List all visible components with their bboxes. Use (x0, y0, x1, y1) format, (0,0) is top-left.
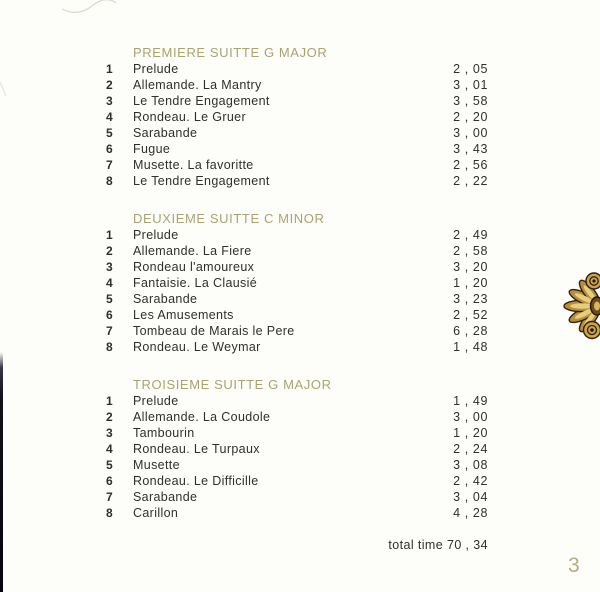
track-number: 6 (106, 308, 114, 322)
track-number: 3 (106, 426, 114, 440)
track-duration: 3 , 43 (453, 142, 488, 156)
track-title: Le Tendre Engagement (133, 174, 270, 188)
total-time-label: total time (388, 538, 444, 552)
track-title: Carillon (133, 506, 179, 520)
track-number: 8 (106, 506, 114, 520)
track-row (106, 275, 488, 291)
track-number: 2 (106, 244, 114, 258)
suite-section (106, 211, 488, 355)
track-duration: 3 , 00 (453, 410, 488, 424)
track-duration: 2 , 24 (453, 442, 488, 456)
track-title: Les Amusements (133, 308, 234, 322)
track-title: Musette. La favoritte (133, 158, 254, 172)
track-duration: 2 , 20 (453, 110, 488, 124)
track-number: 5 (106, 292, 114, 306)
track-number: 1 (106, 62, 114, 76)
track-row (106, 425, 488, 441)
track-number: 7 (106, 324, 114, 338)
track-duration: 3 , 20 (453, 260, 488, 274)
track-number: 8 (106, 340, 114, 354)
track-duration: 4 , 28 (453, 506, 488, 520)
track-row (106, 339, 488, 355)
track-row (106, 409, 488, 425)
track-row (106, 77, 488, 93)
track-number: 5 (106, 458, 114, 472)
track-number: 7 (106, 158, 114, 172)
track-duration: 3 , 04 (453, 490, 488, 504)
track-row (106, 93, 488, 109)
track-title: Allemande. La Fiere (133, 244, 252, 258)
track-duration: 2 , 42 (453, 474, 488, 488)
track-number: 4 (106, 110, 114, 124)
track-row (106, 307, 488, 323)
track-title: Fantaisie. La Clausié (133, 276, 258, 290)
track-row (106, 243, 488, 259)
track-number: 3 (106, 94, 114, 108)
track-duration: 3 , 23 (453, 292, 488, 306)
track-title: Tambourin (133, 426, 195, 440)
track-number: 6 (106, 142, 114, 156)
track-duration: 1 , 48 (453, 340, 488, 354)
total-time-value: 70 , 34 (446, 538, 488, 552)
track-title: Sarabande (133, 126, 198, 140)
track-duration: 1 , 20 (453, 426, 488, 440)
track-number: 6 (106, 474, 114, 488)
track-number: 1 (106, 394, 114, 408)
track-title: Prelude (133, 394, 179, 408)
track-title: Allemande. La Mantry (133, 78, 262, 92)
track-row (106, 227, 488, 243)
track-duration: 3 , 00 (453, 126, 488, 140)
suite-heading: TROISIEME SUITTE G MAJOR (133, 377, 332, 392)
track-number: 5 (106, 126, 114, 140)
track-row (106, 291, 488, 307)
suite-section (106, 377, 488, 521)
track-duration: 1 , 20 (453, 276, 488, 290)
track-row (106, 505, 488, 521)
track-number: 4 (106, 276, 114, 290)
track-title: Musette (133, 458, 180, 472)
track-row (106, 489, 488, 505)
track-title: Le Tendre Engagement (133, 94, 270, 108)
track-row (106, 393, 488, 409)
track-title: Tombeau de Marais le Pere (133, 324, 295, 338)
track-duration: 3 , 58 (453, 94, 488, 108)
track-number: 7 (106, 490, 114, 504)
scan-artifact-curve (58, 0, 118, 18)
page-number: 3 (568, 554, 581, 577)
track-row (106, 125, 488, 141)
track-duration: 2 , 58 (453, 244, 488, 258)
track-title: Sarabande (133, 490, 198, 504)
track-number: 1 (106, 228, 114, 242)
track-title: Allemande. La Coudole (133, 410, 271, 424)
track-duration: 1 , 49 (453, 394, 488, 408)
track-duration: 2 , 52 (453, 308, 488, 322)
page-spine-shadow (0, 352, 3, 592)
track-duration: 3 , 08 (453, 458, 488, 472)
suite-section (106, 45, 488, 189)
track-row (106, 157, 488, 173)
track-title: Prelude (133, 228, 179, 242)
track-duration: 2 , 05 (453, 62, 488, 76)
track-duration: 2 , 49 (453, 228, 488, 242)
track-row (106, 61, 488, 77)
suite-heading: DEUXIEME SUITTE C MINOR (133, 211, 325, 226)
track-row (106, 441, 488, 457)
track-row (106, 323, 488, 339)
track-number: 2 (106, 410, 114, 424)
track-title: Rondeau. Le Difficille (133, 474, 259, 488)
track-row (106, 259, 488, 275)
suite-heading: PREMIERE SUITTE G MAJOR (133, 45, 328, 60)
track-title: Rondeau. Le Turpaux (133, 442, 260, 456)
track-title: Rondeau. Le Weymar (133, 340, 261, 354)
track-number: 8 (106, 174, 114, 188)
track-number: 2 (106, 78, 114, 92)
track-duration: 3 , 01 (453, 78, 488, 92)
scan-artifact-mark (0, 80, 8, 100)
track-title: Rondeau. Le Gruer (133, 110, 246, 124)
track-number: 4 (106, 442, 114, 456)
rosette-ornament-icon (554, 272, 600, 342)
track-number: 3 (106, 260, 114, 274)
track-row (106, 457, 488, 473)
track-row (106, 109, 488, 125)
track-row (106, 173, 488, 189)
track-title: Rondeau l'amoureux (133, 260, 255, 274)
track-row (106, 473, 488, 489)
track-list (106, 45, 488, 521)
track-duration: 6 , 28 (453, 324, 488, 338)
track-title: Sarabande (133, 292, 198, 306)
track-duration: 2 , 56 (453, 158, 488, 172)
track-row (106, 141, 488, 157)
track-duration: 2 , 22 (453, 174, 488, 188)
total-time (106, 537, 488, 553)
track-title: Fugue (133, 142, 171, 156)
track-title: Prelude (133, 62, 179, 76)
